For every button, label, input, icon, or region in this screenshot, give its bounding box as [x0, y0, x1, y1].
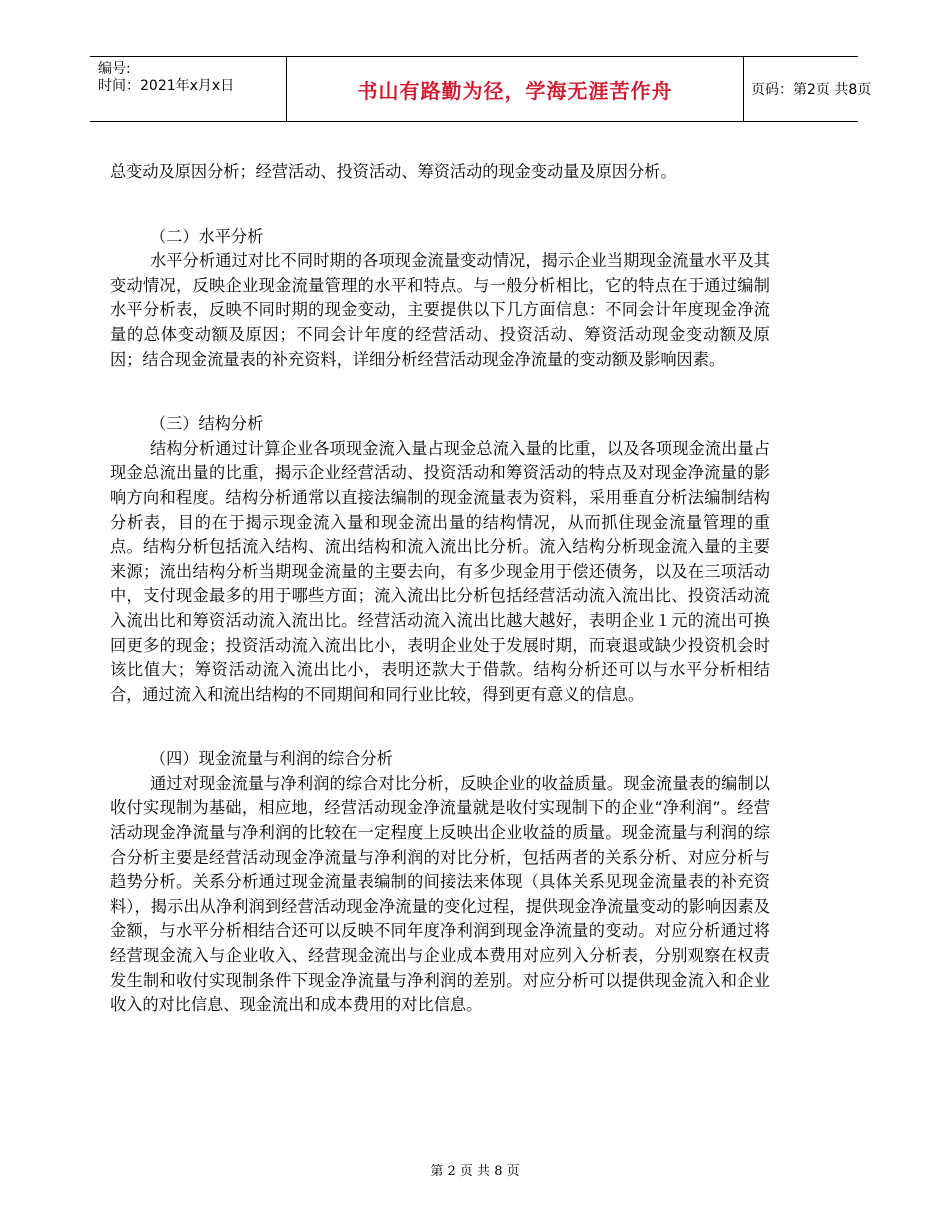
page-header: [90, 56, 872, 122]
paragraph-structure-analysis: 结构分析通过计算企业各项现金流入量占现金总流入量的比重，以及各项现金流出量占现金总流出量的比重，揭示企业经营活动、投资活动和筹资活动的特点及对现金净流量的影响方向和程度。结构分析通常以直接法编制的现金流量表为资料，采用垂直分析法编制结构分析表，目的在于揭示现金流入量和现金流出量的结构情况，从而抓住现金流量管理的重点。结构分析包括流入结构、流出结构和流入流出比分析。流入结构分析现金流入量的主要来源；流出结构分析当期现金流量的主要去向，有多少现金用于偿还债务，以及在三项活动中，支付现金最多的用于哪些方面；流入流出比分析包括经营活动流入流出比、投资活动流入流出比和筹资活动流入流出比。经营活动流入流出比越大越好，表明企业１元的流出可换回更多的现金；投资活动流入流出比小，表明企业处于发展时期，而衰退或缺少投资机会时该比值大；筹资活动流入流出比小，表明还款大于借款。结构分析还可以与水平分析相结合，通过流入和流出结构的不同期间和同行业比较，得到更有意义的信息。: [110, 438, 770, 704]
page-footer: 第 2 页 共 8 页: [430, 1164, 520, 1179]
header-motto-cell: [286, 57, 744, 121]
page-label: 页码：第2页 共8页: [751, 82, 872, 98]
number-label: 编号:: [98, 61, 131, 77]
header-meta: [90, 57, 286, 121]
section-heading-structure: （三）结构分析: [150, 414, 264, 434]
time-label: 时间：2021年x月x日: [98, 78, 235, 94]
section-heading-cashflow-profit: （四）现金流量与利润的综合分析: [150, 749, 393, 769]
paragraph-continuation: 总变动及原因分析；经营活动、投资活动、筹资活动的现金变动量及原因分析。: [110, 162, 677, 181]
paragraph-horizontal-analysis: 水平分析通过对比不同时期的各项现金流量变动情况，揭示企业当期现金流量水平及其变动情况，反映企业现金流量管理的水平和特点。与一般分析相比，它的特点在于通过编制水平分析表，反映不同时期的现金变动，主要提供以下几方面信息：不同会计年度现金净流量的总体变动额及原因；不同会计年度的经营活动、投资活动、筹资活动现金变动额及原因；结合现金流量表的补充资料，详细分析经营活动现金净流量的变动额及影响因素。: [110, 251, 770, 369]
document-body: [110, 160, 770, 1018]
header-page-cell: [743, 57, 872, 121]
section-heading-horizontal: （二）水平分析: [150, 226, 264, 246]
motto-text: 书山有路勤为径，学海无涯苦作舟: [357, 78, 673, 103]
paragraph-cashflow-profit: 通过对现金流量与净利润的综合对比分析，反映企业的收益质量。现金流量表的编制以收付实现制为基础，相应地，经营活动现金净流量就是收付实现制下的企业“净利润”。经营活动现金净流量与净利润的比较在一定程度上反映出企业收益的质量。现金流量与利润的综合分析主要是经营活动现金净流量与净利润的对比分析，包括两者的关系分析、对应分析与趋势分析。关系分析通过现金流量表编制的间接法来体现（具体关系见现金流量表的补充资料），揭示出从净利润到经营活动现金净流量的变化过程，提供现金净流量变动的影响因素及金额，与水平分析相结合还可以反映不同年度净利润到现金净流量的变动。对应分析通过将经营现金流入与企业收入、经营现金流出与企业成本费用对应列入分析表，分别观察在权责发生制和收付实现制条件下现金净流量与净利润的差别。对应分析可以提供现金流入和企业收入的对比信息、现金流出和成本费用的对比信息。: [110, 773, 770, 1015]
